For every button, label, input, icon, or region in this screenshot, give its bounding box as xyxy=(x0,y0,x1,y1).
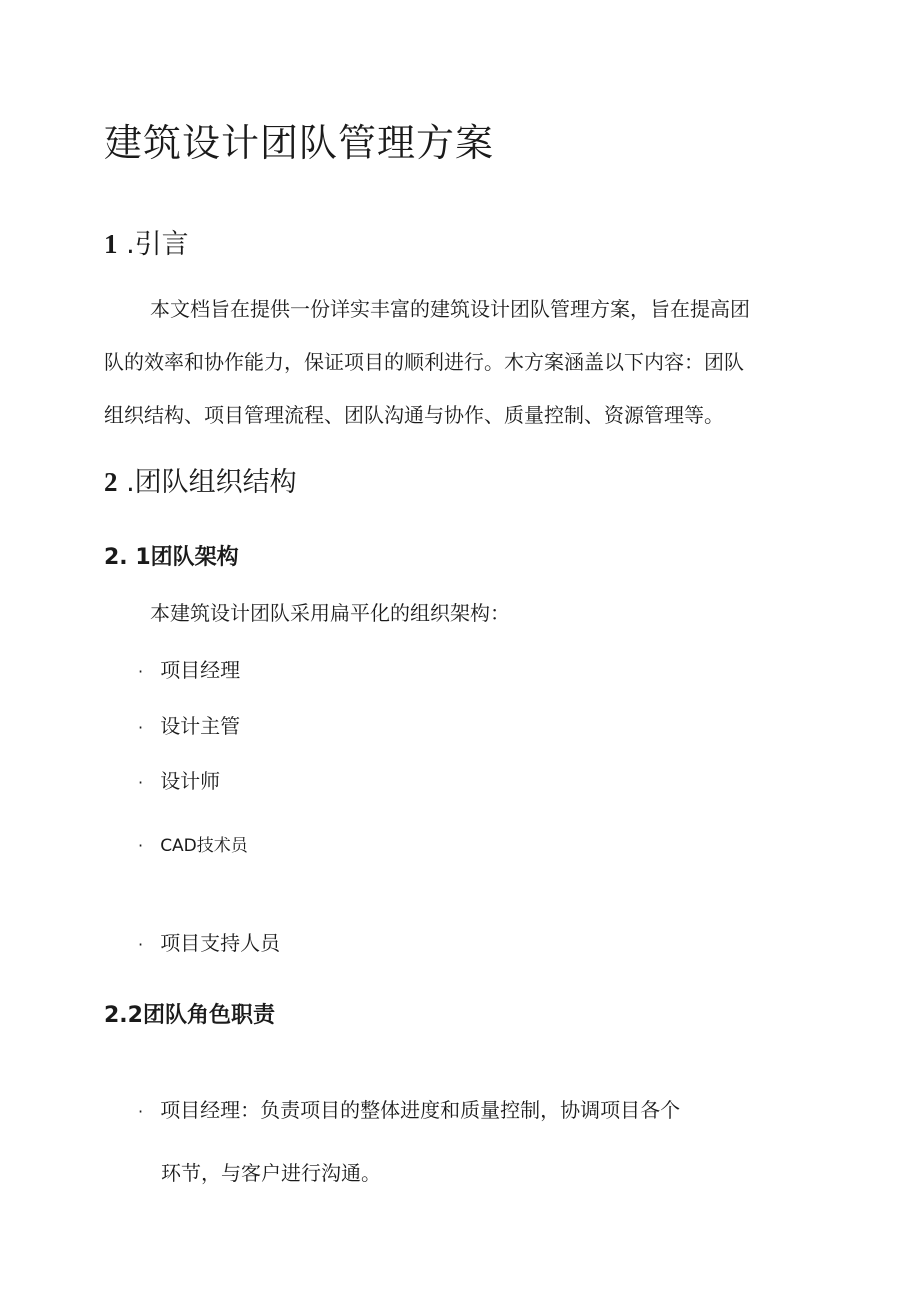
bullet-icon: · xyxy=(138,662,144,681)
subsection-2-2-heading: 2.2团队角色职责 xyxy=(104,1003,275,1028)
list-item xyxy=(138,927,280,956)
list-item-text: 项目支持人员 xyxy=(160,931,281,955)
section-2-number: 2 xyxy=(104,467,118,497)
bullet-icon: · xyxy=(138,836,144,855)
subsection-2-1-heading: 2. 1团队架构 xyxy=(104,545,239,570)
section-1-paragraph xyxy=(104,283,804,442)
list-item-text: 项目经理 xyxy=(160,658,241,682)
list-item-text: CAD技术员 xyxy=(160,836,248,856)
section-2-title: .团队组织结构 xyxy=(126,467,297,498)
list-item-text: 项目经理：负责项目的整体进度和质量控制，协调项目各个 xyxy=(160,1098,681,1122)
section-2-heading xyxy=(104,460,297,499)
subsection-2-1-intro: 本建筑设计团队采用扁平化的组织架构： xyxy=(150,601,510,625)
document-title: 建筑设计团队管理方案 xyxy=(104,121,495,165)
paragraph-line: 本文档旨在提供一份详实丰富的建筑设计团队管理方案，旨在提高团 xyxy=(150,297,750,321)
list-item-continuation: 环节，与客户进行沟通。 xyxy=(161,1161,381,1185)
section-1-heading xyxy=(104,222,189,261)
bullet-icon: · xyxy=(138,773,144,792)
bullet-icon: · xyxy=(138,718,144,737)
list-item xyxy=(138,710,240,739)
list-item xyxy=(138,1094,680,1123)
paragraph-line: 组织结构、项目管理流程、团队沟通与协作、质量控制、资源管理等。 xyxy=(104,403,724,427)
list-item-text: 设计师 xyxy=(160,769,221,793)
section-1-number: 1 xyxy=(104,229,118,259)
paragraph-line: 队的效率和协作能力，保证项目的顺利进行。木方案涵盖以下内容：团队 xyxy=(104,350,744,374)
bullet-icon: · xyxy=(138,935,144,954)
bullet-icon: · xyxy=(138,1102,144,1121)
list-item xyxy=(138,831,248,856)
list-item-text: 设计主管 xyxy=(160,714,241,738)
list-item xyxy=(138,654,240,683)
section-1-title: .引言 xyxy=(126,229,189,260)
list-item xyxy=(138,765,220,794)
